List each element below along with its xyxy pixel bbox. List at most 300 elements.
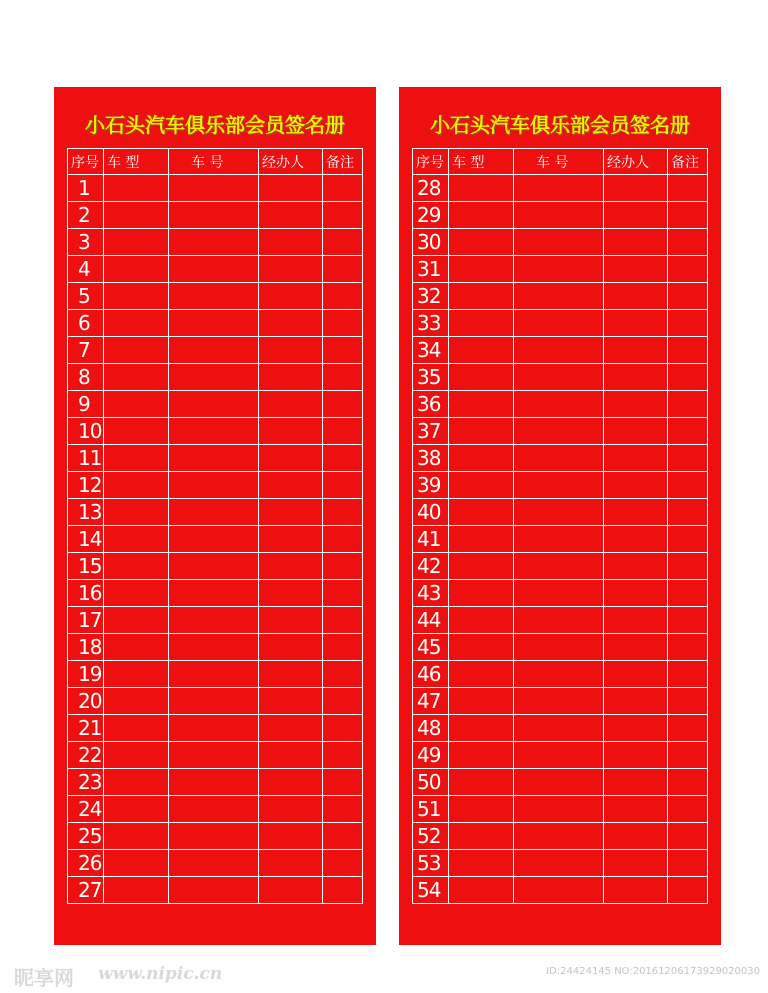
model-cell[interactable] (449, 850, 514, 877)
model-cell[interactable] (104, 256, 169, 283)
remark-cell[interactable] (668, 256, 708, 283)
handler-cell[interactable] (604, 850, 668, 877)
row-number: 50 (413, 769, 449, 796)
plate-cell[interactable] (514, 391, 604, 418)
model-cell[interactable] (449, 202, 514, 229)
model-cell[interactable] (104, 445, 169, 472)
table-row (413, 472, 708, 499)
handler-cell[interactable] (604, 418, 668, 445)
handler-cell[interactable] (604, 580, 668, 607)
model-cell[interactable] (449, 283, 514, 310)
remark-cell[interactable] (668, 310, 708, 337)
handler-cell[interactable] (259, 661, 323, 688)
handler-cell[interactable] (604, 796, 668, 823)
handler-cell[interactable] (259, 499, 323, 526)
remark-cell[interactable] (323, 715, 363, 742)
model-cell[interactable] (449, 634, 514, 661)
remark-cell[interactable] (668, 742, 708, 769)
handler-cell[interactable] (259, 391, 323, 418)
table-row (68, 337, 363, 364)
model-cell[interactable] (449, 364, 514, 391)
model-cell[interactable] (104, 607, 169, 634)
row-number: 38 (413, 445, 449, 472)
plate-cell[interactable] (169, 688, 259, 715)
remark-cell[interactable] (323, 742, 363, 769)
plate-cell[interactable] (514, 445, 604, 472)
plate-cell[interactable] (169, 418, 259, 445)
table-row (68, 553, 363, 580)
plate-cell[interactable] (514, 796, 604, 823)
row-number: 27 (68, 877, 104, 904)
row-number: 31 (413, 256, 449, 283)
handler-cell[interactable] (604, 445, 668, 472)
row-number: 9 (68, 391, 104, 418)
row-number: 25 (68, 823, 104, 850)
remark-cell[interactable] (323, 607, 363, 634)
table-row (68, 796, 363, 823)
plate-cell[interactable] (514, 310, 604, 337)
handler-cell[interactable] (259, 256, 323, 283)
remark-cell[interactable] (323, 472, 363, 499)
model-cell[interactable] (449, 877, 514, 904)
header-row (68, 149, 363, 175)
plate-cell[interactable] (514, 418, 604, 445)
model-cell[interactable] (449, 769, 514, 796)
model-cell[interactable] (449, 418, 514, 445)
handler-cell[interactable] (259, 769, 323, 796)
model-cell[interactable] (104, 634, 169, 661)
handler-cell[interactable] (259, 526, 323, 553)
plate-cell[interactable] (169, 526, 259, 553)
model-cell[interactable] (449, 715, 514, 742)
row-number: 29 (413, 202, 449, 229)
model-cell[interactable] (104, 472, 169, 499)
remark-cell[interactable] (668, 715, 708, 742)
remark-cell[interactable] (323, 364, 363, 391)
table-row (68, 472, 363, 499)
col-header-plate: 车 号 (514, 149, 604, 175)
plate-cell[interactable] (169, 742, 259, 769)
table-row (68, 175, 363, 202)
plate-cell[interactable] (514, 202, 604, 229)
remark-cell[interactable] (323, 688, 363, 715)
model-cell[interactable] (104, 661, 169, 688)
remark-cell[interactable] (323, 877, 363, 904)
table-row (413, 445, 708, 472)
model-cell[interactable] (449, 742, 514, 769)
model-cell[interactable] (104, 580, 169, 607)
table-row (68, 310, 363, 337)
remark-cell[interactable] (668, 472, 708, 499)
table-row (413, 337, 708, 364)
model-cell[interactable] (449, 445, 514, 472)
handler-cell[interactable] (259, 418, 323, 445)
model-cell[interactable] (104, 688, 169, 715)
model-cell[interactable] (104, 391, 169, 418)
row-number: 22 (68, 742, 104, 769)
model-cell[interactable] (104, 823, 169, 850)
remark-cell[interactable] (668, 391, 708, 418)
row-number: 49 (413, 742, 449, 769)
watermark-logo: 昵享网 (14, 966, 74, 990)
plate-cell[interactable] (169, 202, 259, 229)
plate-cell[interactable] (169, 580, 259, 607)
row-number: 36 (413, 391, 449, 418)
row-number: 54 (413, 877, 449, 904)
row-number: 44 (413, 607, 449, 634)
remark-cell[interactable] (323, 175, 363, 202)
row-number: 2 (68, 202, 104, 229)
plate-cell[interactable] (514, 850, 604, 877)
remark-cell[interactable] (323, 796, 363, 823)
handler-cell[interactable] (259, 877, 323, 904)
remark-cell[interactable] (668, 688, 708, 715)
model-cell[interactable] (449, 607, 514, 634)
col-header-handler: 经办人 (259, 149, 323, 175)
row-number: 46 (413, 661, 449, 688)
plate-cell[interactable] (514, 256, 604, 283)
plate-cell[interactable] (514, 715, 604, 742)
handler-cell[interactable] (604, 877, 668, 904)
model-cell[interactable] (104, 526, 169, 553)
remark-cell[interactable] (668, 337, 708, 364)
col-header-remark: 备注 (323, 149, 363, 175)
plate-cell[interactable] (169, 256, 259, 283)
model-cell[interactable] (104, 715, 169, 742)
table-row (413, 580, 708, 607)
handler-cell[interactable] (604, 769, 668, 796)
model-cell[interactable] (449, 796, 514, 823)
remark-cell[interactable] (668, 175, 708, 202)
table-row (413, 202, 708, 229)
table-row (68, 256, 363, 283)
plate-cell[interactable] (169, 877, 259, 904)
remark-cell[interactable] (668, 526, 708, 553)
handler-cell[interactable] (259, 553, 323, 580)
handler-cell[interactable] (604, 499, 668, 526)
remark-cell[interactable] (668, 364, 708, 391)
row-number: 32 (413, 283, 449, 310)
remark-cell[interactable] (668, 229, 708, 256)
plate-cell[interactable] (514, 229, 604, 256)
remark-cell[interactable] (668, 877, 708, 904)
remark-cell[interactable] (668, 580, 708, 607)
row-number: 23 (68, 769, 104, 796)
row-number: 30 (413, 229, 449, 256)
handler-cell[interactable] (604, 175, 668, 202)
handler-cell[interactable] (604, 742, 668, 769)
handler-cell[interactable] (259, 472, 323, 499)
model-cell[interactable] (104, 742, 169, 769)
row-number: 34 (413, 337, 449, 364)
plate-cell[interactable] (169, 634, 259, 661)
row-number: 7 (68, 337, 104, 364)
remark-cell[interactable] (323, 391, 363, 418)
handler-cell[interactable] (604, 688, 668, 715)
handler-cell[interactable] (604, 715, 668, 742)
remark-cell[interactable] (323, 823, 363, 850)
row-number: 20 (68, 688, 104, 715)
handler-cell[interactable] (259, 634, 323, 661)
plate-cell[interactable] (169, 850, 259, 877)
plate-cell[interactable] (514, 742, 604, 769)
handler-cell[interactable] (604, 202, 668, 229)
plate-cell[interactable] (514, 769, 604, 796)
handler-cell[interactable] (259, 715, 323, 742)
remark-cell[interactable] (323, 445, 363, 472)
table-row (68, 364, 363, 391)
col-header-remark: 备注 (668, 149, 708, 175)
handler-cell[interactable] (604, 364, 668, 391)
plate-cell[interactable] (169, 769, 259, 796)
plate-cell[interactable] (514, 472, 604, 499)
table-row (68, 391, 363, 418)
table-row (413, 499, 708, 526)
row-number: 42 (413, 553, 449, 580)
remark-cell[interactable] (323, 337, 363, 364)
table-row (68, 418, 363, 445)
model-cell[interactable] (449, 391, 514, 418)
handler-cell[interactable] (604, 823, 668, 850)
table-row (413, 688, 708, 715)
handler-cell[interactable] (604, 634, 668, 661)
handler-cell[interactable] (259, 229, 323, 256)
remark-cell[interactable] (323, 580, 363, 607)
plate-cell[interactable] (169, 229, 259, 256)
plate-cell[interactable] (169, 337, 259, 364)
table-row (68, 607, 363, 634)
remark-cell[interactable] (323, 850, 363, 877)
model-cell[interactable] (104, 364, 169, 391)
remark-cell[interactable] (323, 310, 363, 337)
row-number: 51 (413, 796, 449, 823)
model-cell[interactable] (449, 499, 514, 526)
handler-cell[interactable] (259, 283, 323, 310)
remark-cell[interactable] (668, 850, 708, 877)
remark-cell[interactable] (323, 769, 363, 796)
row-number: 13 (68, 499, 104, 526)
table-row (413, 715, 708, 742)
model-cell[interactable] (104, 175, 169, 202)
handler-cell[interactable] (604, 256, 668, 283)
plate-cell[interactable] (514, 553, 604, 580)
remark-cell[interactable] (323, 661, 363, 688)
remark-cell[interactable] (323, 526, 363, 553)
handler-cell[interactable] (259, 850, 323, 877)
table-row (413, 796, 708, 823)
remark-cell[interactable] (323, 499, 363, 526)
row-number: 16 (68, 580, 104, 607)
model-cell[interactable] (449, 553, 514, 580)
remark-cell[interactable] (323, 229, 363, 256)
row-number: 1 (68, 175, 104, 202)
plate-cell[interactable] (169, 472, 259, 499)
col-header-handler: 经办人 (604, 149, 668, 175)
row-number: 48 (413, 715, 449, 742)
plate-cell[interactable] (169, 175, 259, 202)
remark-cell[interactable] (668, 418, 708, 445)
model-cell[interactable] (104, 310, 169, 337)
plate-cell[interactable] (514, 526, 604, 553)
handler-cell[interactable] (604, 526, 668, 553)
model-cell[interactable] (449, 823, 514, 850)
model-cell[interactable] (449, 688, 514, 715)
plate-cell[interactable] (514, 823, 604, 850)
handler-cell[interactable] (259, 364, 323, 391)
handler-cell[interactable] (259, 337, 323, 364)
remark-cell[interactable] (323, 634, 363, 661)
model-cell[interactable] (104, 202, 169, 229)
model-cell[interactable] (449, 175, 514, 202)
model-cell[interactable] (449, 337, 514, 364)
plate-cell[interactable] (169, 499, 259, 526)
table-row (413, 877, 708, 904)
handler-cell[interactable] (259, 607, 323, 634)
remark-cell[interactable] (323, 283, 363, 310)
model-cell[interactable] (104, 499, 169, 526)
plate-cell[interactable] (169, 661, 259, 688)
table-row (68, 580, 363, 607)
row-number: 5 (68, 283, 104, 310)
remark-cell[interactable] (668, 202, 708, 229)
plate-cell[interactable] (169, 445, 259, 472)
remark-cell[interactable] (668, 607, 708, 634)
handler-cell[interactable] (604, 229, 668, 256)
row-number: 4 (68, 256, 104, 283)
handler-cell[interactable] (604, 310, 668, 337)
handler-cell[interactable] (259, 445, 323, 472)
handler-cell[interactable] (604, 607, 668, 634)
plate-cell[interactable] (514, 661, 604, 688)
handler-cell[interactable] (259, 796, 323, 823)
handler-cell[interactable] (604, 391, 668, 418)
remark-cell[interactable] (668, 796, 708, 823)
model-cell[interactable] (104, 229, 169, 256)
table-row (413, 769, 708, 796)
handler-cell[interactable] (259, 202, 323, 229)
plate-cell[interactable] (169, 391, 259, 418)
plate-cell[interactable] (169, 364, 259, 391)
model-cell[interactable] (104, 796, 169, 823)
plate-cell[interactable] (169, 715, 259, 742)
plate-cell[interactable] (514, 283, 604, 310)
handler-cell[interactable] (604, 283, 668, 310)
table-row (413, 742, 708, 769)
table-row (413, 661, 708, 688)
remark-cell[interactable] (323, 553, 363, 580)
watermark-id: ID:24424145 NO:20161206173929020030 (546, 966, 760, 977)
plate-cell[interactable] (169, 796, 259, 823)
table-row (68, 769, 363, 796)
row-number: 40 (413, 499, 449, 526)
plate-cell[interactable] (514, 688, 604, 715)
plate-cell[interactable] (514, 499, 604, 526)
remark-cell[interactable] (323, 202, 363, 229)
remark-cell[interactable] (323, 256, 363, 283)
model-cell[interactable] (449, 661, 514, 688)
remark-cell[interactable] (668, 769, 708, 796)
row-number: 8 (68, 364, 104, 391)
row-number: 3 (68, 229, 104, 256)
row-number: 47 (413, 688, 449, 715)
row-number: 35 (413, 364, 449, 391)
model-cell[interactable] (449, 256, 514, 283)
model-cell[interactable] (104, 283, 169, 310)
row-number: 21 (68, 715, 104, 742)
row-number: 24 (68, 796, 104, 823)
remark-cell[interactable] (668, 445, 708, 472)
table-row (68, 742, 363, 769)
model-cell[interactable] (104, 850, 169, 877)
plate-cell[interactable] (169, 823, 259, 850)
row-number: 6 (68, 310, 104, 337)
handler-cell[interactable] (259, 175, 323, 202)
handler-cell[interactable] (259, 742, 323, 769)
plate-cell[interactable] (514, 877, 604, 904)
signin-table-right (412, 148, 708, 904)
model-cell[interactable] (449, 580, 514, 607)
handler-cell[interactable] (259, 823, 323, 850)
plate-cell[interactable] (169, 283, 259, 310)
model-cell[interactable] (449, 229, 514, 256)
plate-cell[interactable] (514, 580, 604, 607)
remark-cell[interactable] (668, 823, 708, 850)
plate-cell[interactable] (169, 607, 259, 634)
model-cell[interactable] (104, 337, 169, 364)
col-header-seq: 序号 (68, 149, 104, 175)
model-cell[interactable] (104, 418, 169, 445)
table-row (68, 634, 363, 661)
plate-cell[interactable] (169, 310, 259, 337)
signin-table-left (67, 148, 363, 904)
model-cell[interactable] (104, 553, 169, 580)
model-cell[interactable] (449, 526, 514, 553)
handler-cell[interactable] (259, 580, 323, 607)
sheet-title: 小石头汽车俱乐部会员签名册 (85, 113, 345, 137)
remark-cell[interactable] (323, 418, 363, 445)
sheet-title: 小石头汽车俱乐部会员签名册 (430, 113, 690, 137)
handler-cell[interactable] (604, 337, 668, 364)
plate-cell[interactable] (169, 553, 259, 580)
table-row (413, 310, 708, 337)
table-row (413, 283, 708, 310)
row-number: 11 (68, 445, 104, 472)
model-cell[interactable] (104, 877, 169, 904)
handler-cell[interactable] (259, 310, 323, 337)
remark-cell[interactable] (668, 634, 708, 661)
handler-cell[interactable] (604, 661, 668, 688)
remark-cell[interactable] (668, 661, 708, 688)
model-cell[interactable] (449, 472, 514, 499)
col-header-plate: 车 号 (169, 149, 259, 175)
handler-cell[interactable] (604, 472, 668, 499)
remark-cell[interactable] (668, 553, 708, 580)
remark-cell[interactable] (668, 499, 708, 526)
plate-cell[interactable] (514, 607, 604, 634)
plate-cell[interactable] (514, 175, 604, 202)
model-cell[interactable] (104, 769, 169, 796)
handler-cell[interactable] (259, 688, 323, 715)
row-number: 10 (68, 418, 104, 445)
model-cell[interactable] (449, 310, 514, 337)
row-number: 52 (413, 823, 449, 850)
plate-cell[interactable] (514, 337, 604, 364)
handler-cell[interactable] (604, 553, 668, 580)
plate-cell[interactable] (514, 364, 604, 391)
remark-cell[interactable] (668, 283, 708, 310)
plate-cell[interactable] (514, 634, 604, 661)
row-number: 28 (413, 175, 449, 202)
